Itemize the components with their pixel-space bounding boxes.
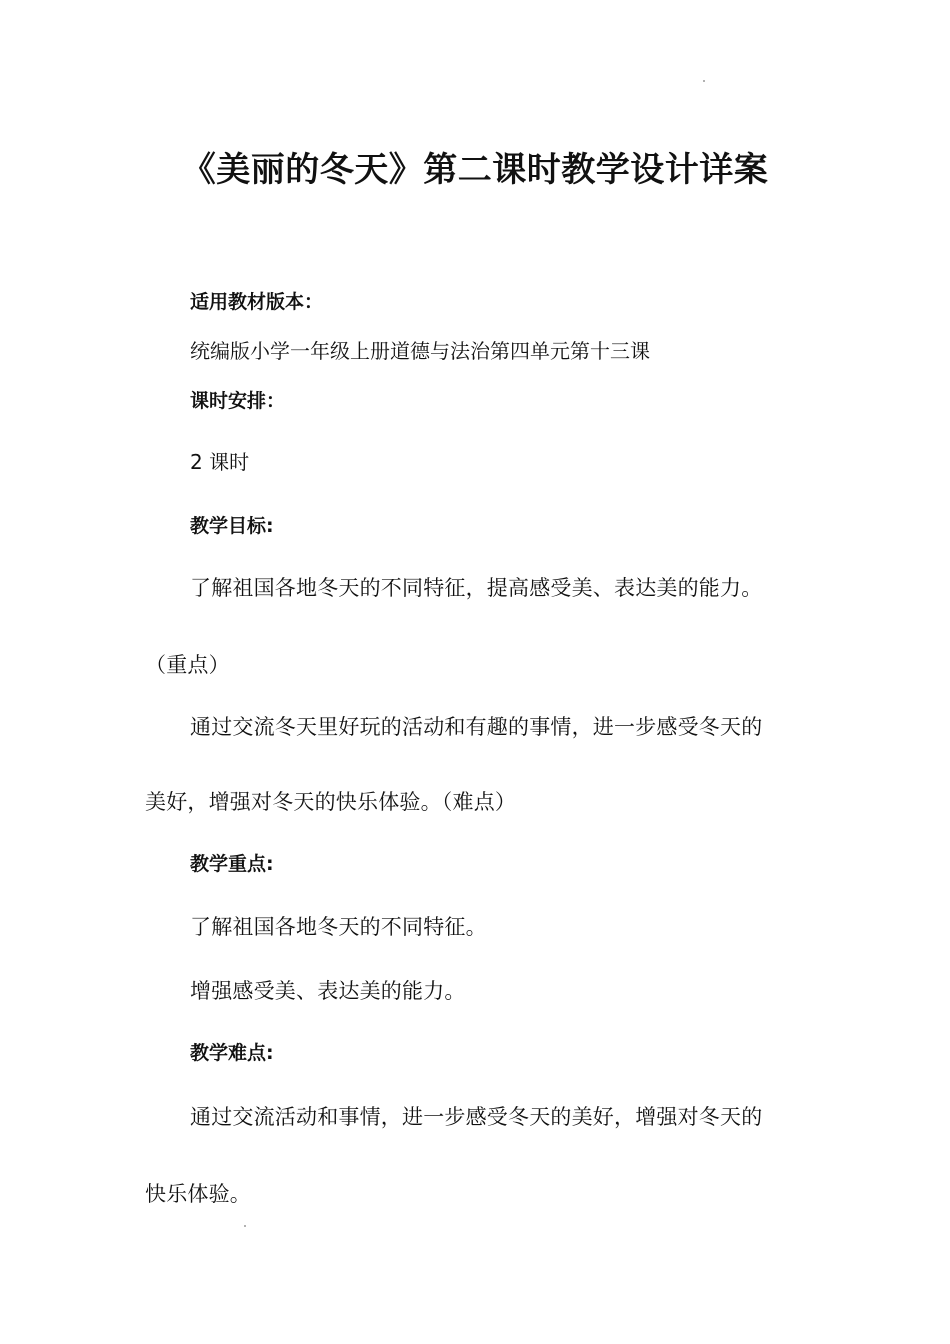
key-point-1: 了解祖国各地冬天的不同特征。: [190, 915, 487, 939]
objective-1-line-1: 了解祖国各地冬天的不同特征，提高感受美、表达美的能力。: [190, 576, 763, 600]
edition-heading: 适用教材版本：: [190, 291, 324, 313]
difficulty-line-2: 快乐体验。: [145, 1182, 251, 1206]
objective-2-line-2: 美好，增强对冬天的快乐体验。（难点）: [145, 790, 517, 814]
schedule-heading: 课时安排：: [190, 390, 286, 412]
objective-1-line-2: （重点）: [145, 653, 230, 677]
difficulty-heading: 教学难点:: [190, 1042, 274, 1064]
difficulty-line-1: 通过交流活动和事情，进一步感受冬天的美好，增强对冬天的: [190, 1105, 763, 1129]
edition-text: 统编版小学一年级上册道德与法治第四单元第十三课: [190, 339, 650, 363]
schedule-text: 2 课时: [190, 450, 250, 474]
objectives-heading: 教学目标:: [190, 515, 274, 537]
objective-2-line-1: 通过交流冬天里好玩的活动和有趣的事情，进一步感受冬天的: [190, 715, 763, 739]
scan-speck: [244, 1225, 246, 1227]
key-point-2: 增强感受美、表达美的能力。: [190, 979, 466, 1003]
scan-speck: [703, 80, 705, 82]
key-points-heading: 教学重点:: [190, 853, 274, 875]
document-title: 《美丽的冬天》第二课时教学设计详案: [181, 150, 769, 190]
